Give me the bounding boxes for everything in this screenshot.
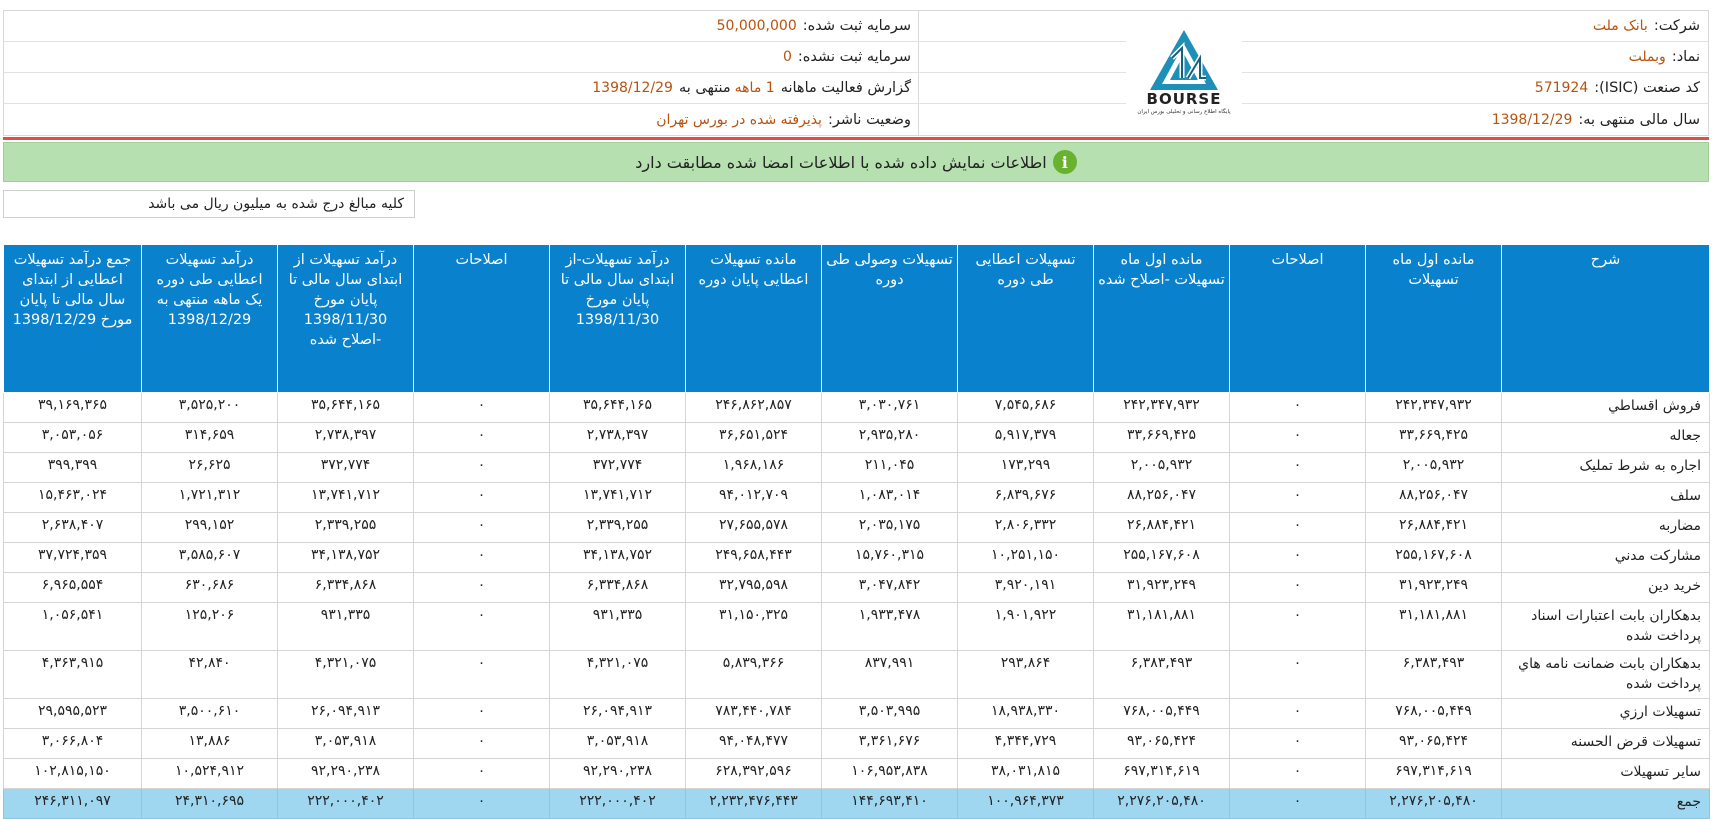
symbol-row bbox=[919, 42, 1708, 73]
table-cell: ۲,۰۰۵,۹۳۲ bbox=[1094, 453, 1230, 483]
table-cell: ۶۳۰,۶۸۶ bbox=[142, 573, 278, 603]
table-cell: ۷۶۸,۰۰۵,۴۴۹ bbox=[1094, 699, 1230, 729]
table-cell: ۳,۰۶۶,۸۰۴ bbox=[4, 729, 142, 759]
table-cell: ۳,۵۲۵,۲۰۰ bbox=[142, 393, 278, 423]
table-cell: ۰ bbox=[1230, 513, 1366, 543]
col-header: مانده اول ماه تسهیلات -اصلاح شده bbox=[1094, 245, 1230, 393]
table-cell: ۳۴,۱۳۸,۷۵۲ bbox=[550, 543, 686, 573]
table-cell: ۲۶,۶۲۵ bbox=[142, 453, 278, 483]
table-cell: ۹۳,۰۶۵,۴۲۴ bbox=[1094, 729, 1230, 759]
report-row bbox=[4, 73, 919, 104]
total-row bbox=[4, 789, 1710, 819]
table-cell: ۲۹۹,۱۵۲ bbox=[142, 513, 278, 543]
table-cell: ۰ bbox=[1230, 573, 1366, 603]
table-cell: ۳۶,۶۵۱,۵۲۴ bbox=[686, 423, 822, 453]
table-row bbox=[4, 453, 1710, 483]
table-cell: ۱,۷۲۱,۳۱۲ bbox=[142, 483, 278, 513]
table-cell: ۲۶,۰۹۴,۹۱۳ bbox=[278, 699, 414, 729]
table-cell: ۱۰۰,۹۶۴,۳۷۳ bbox=[958, 789, 1094, 819]
table-row bbox=[4, 699, 1710, 729]
table-cell: ۲,۰۳۵,۱۷۵ bbox=[822, 513, 958, 543]
row-label: جعاله bbox=[1502, 423, 1710, 453]
table-cell: ۶,۹۶۵,۵۵۴ bbox=[4, 573, 142, 603]
table-cell: ۰ bbox=[1230, 453, 1366, 483]
table-row bbox=[4, 651, 1710, 699]
report-date: 1398/12/29 bbox=[592, 80, 673, 96]
table-cell: ۳,۵۰۰,۶۱۰ bbox=[142, 699, 278, 729]
table-row bbox=[4, 603, 1710, 651]
table-cell: ۲۲۲,۰۰۰,۴۰۲ bbox=[550, 789, 686, 819]
table-cell: ۷۶۸,۰۰۵,۴۴۹ bbox=[1366, 699, 1502, 729]
table-cell: ۶,۳۳۴,۸۶۸ bbox=[278, 573, 414, 603]
logo-subtitle: پایگاه اطلاع رسانی و تحلیلی بورس ایران bbox=[1137, 109, 1231, 115]
report-label-to: منتهی به bbox=[678, 80, 731, 96]
table-cell: ۹۳۱,۳۳۵ bbox=[550, 603, 686, 651]
fiscal-row bbox=[919, 104, 1708, 135]
table-cell: ۳,۰۵۳,۰۵۶ bbox=[4, 423, 142, 453]
company-info-left bbox=[4, 11, 919, 135]
table-cell: ۶,۳۸۳,۴۹۳ bbox=[1366, 651, 1502, 699]
table-cell: ۳۸,۰۳۱,۸۱۵ bbox=[958, 759, 1094, 789]
table-cell: ۰ bbox=[414, 453, 550, 483]
table-cell: ۷,۵۴۵,۶۸۶ bbox=[958, 393, 1094, 423]
table-cell: ۱,۹۳۳,۴۷۸ bbox=[822, 603, 958, 651]
table-cell: ۶,۳۸۳,۴۹۳ bbox=[1094, 651, 1230, 699]
table-cell: ۲,۳۳۹,۲۵۵ bbox=[278, 513, 414, 543]
col-header: تسهیلات اعطایی طی دوره bbox=[958, 245, 1094, 393]
table-cell: ۳,۵۰۳,۹۹۵ bbox=[822, 699, 958, 729]
company-value[interactable]: بانک ملت bbox=[1592, 18, 1648, 34]
table-cell: ۱۰,۵۲۴,۹۱۲ bbox=[142, 759, 278, 789]
table-row bbox=[4, 393, 1710, 423]
table-cell: ۶,۸۳۹,۶۷۶ bbox=[958, 483, 1094, 513]
table-row bbox=[4, 543, 1710, 573]
table-cell: ۱۵,۴۶۳,۰۲۴ bbox=[4, 483, 142, 513]
table-cell: ۲,۷۳۸,۳۹۷ bbox=[278, 423, 414, 453]
table-cell: ۳,۳۶۱,۶۷۶ bbox=[822, 729, 958, 759]
row-label: خريد دين bbox=[1502, 573, 1710, 603]
table-row bbox=[4, 729, 1710, 759]
table-cell: ۸۸,۲۵۶,۰۴۷ bbox=[1366, 483, 1502, 513]
table-cell: ۳۷۲,۷۷۴ bbox=[550, 453, 686, 483]
col-header: جمع درآمد تسهیلات اعطایی از ابتدای سال مالی تا پایان مورخ 1398/12/29 bbox=[4, 245, 142, 393]
table-cell: ۲۶,۸۸۴,۴۲۱ bbox=[1094, 513, 1230, 543]
table-cell: ۰ bbox=[414, 789, 550, 819]
table-cell: ۰ bbox=[1230, 483, 1366, 513]
symbol-label: نماد: bbox=[1671, 49, 1700, 65]
table-cell: ۲۶,۸۸۴,۴۲۱ bbox=[1366, 513, 1502, 543]
table-cell: ۲,۹۳۵,۲۸۰ bbox=[822, 423, 958, 453]
unregistered-capital-value: 0 bbox=[783, 49, 792, 65]
notice-text: اطلاعات نمایش داده شده با اطلاعات امضا شده مطابقت دارد bbox=[635, 152, 1047, 172]
table-cell: ۱۷۳,۲۹۹ bbox=[958, 453, 1094, 483]
table-cell: ۹۲,۲۹۰,۲۳۸ bbox=[550, 759, 686, 789]
table-cell: ۲۴,۳۱۰,۶۹۵ bbox=[142, 789, 278, 819]
table-cell: ۳۴,۱۳۸,۷۵۲ bbox=[278, 543, 414, 573]
table-cell: ۲۵۵,۱۶۷,۶۰۸ bbox=[1366, 543, 1502, 573]
table-cell: ۰ bbox=[1230, 423, 1366, 453]
row-label: مضاربه bbox=[1502, 513, 1710, 543]
fiscal-label: سال مالی منتهی به: bbox=[1578, 111, 1700, 128]
table-cell: ۰ bbox=[1230, 543, 1366, 573]
table-cell: ۳۷۲,۷۷۴ bbox=[278, 453, 414, 483]
company-info-panel bbox=[3, 10, 1709, 136]
facilities-table bbox=[3, 245, 1710, 819]
table-cell: ۲۹۳,۸۶۴ bbox=[958, 651, 1094, 699]
table-cell: ۲,۲۳۲,۴۷۶,۴۴۳ bbox=[686, 789, 822, 819]
table-cell: ۳,۵۸۵,۶۰۷ bbox=[142, 543, 278, 573]
table-cell: ۲۷,۶۵۵,۵۷۸ bbox=[686, 513, 822, 543]
table-cell: ۳۱,۱۵۰,۳۲۵ bbox=[686, 603, 822, 651]
table-cell: ۰ bbox=[1230, 789, 1366, 819]
unregistered-capital-row bbox=[4, 42, 919, 73]
table-cell: ۱۴۴,۶۹۳,۴۱۰ bbox=[822, 789, 958, 819]
row-label: فروش اقساطي bbox=[1502, 393, 1710, 423]
table-cell: ۳۵,۶۴۴,۱۶۵ bbox=[550, 393, 686, 423]
table-cell: ۳۳,۶۶۹,۴۲۵ bbox=[1094, 423, 1230, 453]
table-cell: ۱۳,۸۸۶ bbox=[142, 729, 278, 759]
table-cell: ۴۲,۸۴۰ bbox=[142, 651, 278, 699]
table-cell: ۰ bbox=[1230, 393, 1366, 423]
table-header-row bbox=[4, 245, 1710, 393]
isic-row bbox=[919, 73, 1708, 104]
table-body bbox=[4, 393, 1710, 819]
table-row bbox=[4, 759, 1710, 789]
table-cell: ۱۰۲,۸۱۵,۱۵۰ bbox=[4, 759, 142, 789]
table-cell: ۸۳۷,۹۹۱ bbox=[822, 651, 958, 699]
table-cell: ۱۵,۷۶۰,۳۱۵ bbox=[822, 543, 958, 573]
row-label: تسهيلات قرض الحسنه bbox=[1502, 729, 1710, 759]
table-cell: ۲۵۵,۱۶۷,۶۰۸ bbox=[1094, 543, 1230, 573]
table-cell: ۹۴,۰۱۲,۷۰۹ bbox=[686, 483, 822, 513]
table-cell: ۳,۰۳۰,۷۶۱ bbox=[822, 393, 958, 423]
table-cell: ۲,۸۰۶,۳۳۲ bbox=[958, 513, 1094, 543]
col-header: شرح bbox=[1502, 245, 1710, 393]
table-cell: ۰ bbox=[1230, 651, 1366, 699]
table-cell: ۳۳,۶۶۹,۴۲۵ bbox=[1366, 423, 1502, 453]
table-cell: ۲۴۶,۸۶۲,۸۵۷ bbox=[686, 393, 822, 423]
table-cell: ۰ bbox=[414, 699, 550, 729]
table-cell: ۷۸۳,۴۴۰,۷۸۴ bbox=[686, 699, 822, 729]
table-cell: ۹۳۱,۳۳۵ bbox=[278, 603, 414, 651]
table-cell: ۱۲۵,۲۰۶ bbox=[142, 603, 278, 651]
table-cell: ۲۲۲,۰۰۰,۴۰۲ bbox=[278, 789, 414, 819]
company-row bbox=[919, 11, 1708, 42]
table-cell: ۰ bbox=[414, 759, 550, 789]
table-cell: ۲,۳۳۹,۲۵۵ bbox=[550, 513, 686, 543]
table-cell: ۲,۰۰۵,۹۳۲ bbox=[1366, 453, 1502, 483]
col-header: اصلاحات bbox=[414, 245, 550, 393]
table-cell: ۶۹۷,۳۱۴,۶۱۹ bbox=[1094, 759, 1230, 789]
table-cell: ۱۰,۲۵۱,۱۵۰ bbox=[958, 543, 1094, 573]
table-cell: ۰ bbox=[1230, 729, 1366, 759]
table-cell: ۲۴۹,۶۵۸,۴۴۳ bbox=[686, 543, 822, 573]
table-cell: ۰ bbox=[414, 483, 550, 513]
col-header: تسهیلات وصولی طی دوره bbox=[822, 245, 958, 393]
table-cell: ۲,۷۳۸,۳۹۷ bbox=[550, 423, 686, 453]
symbol-value[interactable]: وبملت bbox=[1628, 49, 1666, 65]
table-cell: ۳,۰۴۷,۸۴۲ bbox=[822, 573, 958, 603]
capital-value: 50,000,000 bbox=[716, 18, 797, 34]
table-cell: ۱۸,۹۳۸,۳۳۰ bbox=[958, 699, 1094, 729]
row-label: تسهيلات ارزي bbox=[1502, 699, 1710, 729]
table-cell: ۲۹,۵۹۵,۵۲۳ bbox=[4, 699, 142, 729]
table-cell: ۳۹۹,۳۹۹ bbox=[4, 453, 142, 483]
table-row bbox=[4, 483, 1710, 513]
table-cell: ۳,۹۲۰,۱۹۱ bbox=[958, 573, 1094, 603]
capital-label: سرمایه ثبت شده: bbox=[802, 18, 911, 34]
table-cell: ۶۲۸,۳۹۲,۵۹۶ bbox=[686, 759, 822, 789]
table-cell: ۰ bbox=[414, 423, 550, 453]
table-cell: ۱۰۶,۹۵۳,۸۳۸ bbox=[822, 759, 958, 789]
row-label: بدهکاران بابت ضمانت نامه هاي پرداخت شده bbox=[1502, 651, 1710, 699]
row-label: مشارکت مدني bbox=[1502, 543, 1710, 573]
col-header: مانده تسهیلات اعطایی پایان دوره bbox=[686, 245, 822, 393]
col-header: اصلاحات bbox=[1230, 245, 1366, 393]
table-cell: ۰ bbox=[414, 651, 550, 699]
company-info-right bbox=[918, 11, 1708, 135]
table-cell: ۳۱,۹۲۳,۲۴۹ bbox=[1094, 573, 1230, 603]
table-cell: ۱۳,۷۴۱,۷۱۲ bbox=[278, 483, 414, 513]
table-cell: ۰ bbox=[1230, 699, 1366, 729]
table-cell: ۰ bbox=[414, 603, 550, 651]
table-cell: ۳۱۴,۶۵۹ bbox=[142, 423, 278, 453]
isic-label: کد صنعت (ISIC): bbox=[1594, 80, 1700, 96]
row-label: سلف bbox=[1502, 483, 1710, 513]
bourse-logo bbox=[1126, 14, 1242, 132]
publisher-row bbox=[4, 104, 919, 135]
report-label: گزارش فعالیت ماهانه bbox=[780, 80, 911, 96]
report-period: 1 ماهه bbox=[734, 80, 775, 96]
table-cell: ۶۹۷,۳۱۴,۶۱۹ bbox=[1366, 759, 1502, 789]
table-cell: ۲۴۲,۳۴۷,۹۳۲ bbox=[1094, 393, 1230, 423]
table-cell: ۲۴۲,۳۴۷,۹۳۲ bbox=[1366, 393, 1502, 423]
table-cell: ۱,۹۰۱,۹۲۲ bbox=[958, 603, 1094, 651]
table-cell: ۳۲,۷۹۵,۵۹۸ bbox=[686, 573, 822, 603]
bourse-logo-icon bbox=[1148, 28, 1220, 92]
isic-value: 571924 bbox=[1534, 80, 1589, 96]
row-label: ساير تسهيلات bbox=[1502, 759, 1710, 789]
table-cell: ۳,۰۵۳,۹۱۸ bbox=[278, 729, 414, 759]
table-row bbox=[4, 573, 1710, 603]
col-header: درآمد تسهیلات از ابتدای سال مالی تا پایان مورخ 1398/11/30 -اصلاح شده bbox=[278, 245, 414, 393]
table-cell: ۴,۳۴۴,۷۲۹ bbox=[958, 729, 1094, 759]
table-cell: ۹۳,۰۶۵,۴۲۴ bbox=[1366, 729, 1502, 759]
table-cell: ۲,۲۷۶,۲۰۵,۴۸۰ bbox=[1094, 789, 1230, 819]
logo-title: BOURSE bbox=[1146, 90, 1222, 108]
publisher-label: وضعیت ناشر: bbox=[827, 111, 911, 128]
col-header: درآمد تسهیلات اعطایی طی دوره یک ماهه منتهی به 1398/12/29 bbox=[142, 245, 278, 393]
table-cell: ۰ bbox=[414, 729, 550, 759]
table-cell: ۱۳,۷۴۱,۷۱۲ bbox=[550, 483, 686, 513]
company-label: شرکت: bbox=[1653, 18, 1700, 34]
col-header: درآمد تسهیلات-از ابتدای سال مالی تا پایان مورخ 1398/11/30 bbox=[550, 245, 686, 393]
table-cell: ۲,۶۳۸,۴۰۷ bbox=[4, 513, 142, 543]
col-header: مانده اول ماه تسهیلات bbox=[1366, 245, 1502, 393]
table-cell: ۴,۳۶۳,۹۱۵ bbox=[4, 651, 142, 699]
table-cell: ۰ bbox=[1230, 603, 1366, 651]
table-cell: ۹۲,۲۹۰,۲۳۸ bbox=[278, 759, 414, 789]
table-cell: ۶,۳۳۴,۸۶۸ bbox=[550, 573, 686, 603]
publisher-value: پذیرفته شده در بورس تهران bbox=[656, 111, 822, 128]
table-cell: ۵,۸۳۹,۳۶۶ bbox=[686, 651, 822, 699]
row-label: جمع bbox=[1502, 789, 1710, 819]
table-cell: ۹۴,۰۴۸,۴۷۷ bbox=[686, 729, 822, 759]
row-label: بدهکاران بابت اعتبارات اسناد پرداخت شده bbox=[1502, 603, 1710, 651]
table-cell: ۳,۰۵۳,۹۱۸ bbox=[550, 729, 686, 759]
table-cell: ۰ bbox=[414, 513, 550, 543]
fiscal-value: 1398/12/29 bbox=[1491, 111, 1573, 128]
table-cell: ۲۴۶,۳۱۱,۰۹۷ bbox=[4, 789, 142, 819]
table-cell: ۲۱۱,۰۴۵ bbox=[822, 453, 958, 483]
table-cell: ۳۹,۱۶۹,۳۶۵ bbox=[4, 393, 142, 423]
table-cell: ۱,۰۸۳,۰۱۴ bbox=[822, 483, 958, 513]
row-label: اجاره به شرط تمليک bbox=[1502, 453, 1710, 483]
table-row bbox=[4, 513, 1710, 543]
table-cell: ۰ bbox=[414, 573, 550, 603]
table-cell: ۳۵,۶۴۴,۱۶۵ bbox=[278, 393, 414, 423]
table-cell: ۰ bbox=[414, 543, 550, 573]
table-cell: ۵,۹۱۷,۳۷۹ bbox=[958, 423, 1094, 453]
verification-notice bbox=[3, 142, 1709, 182]
table-cell: ۱,۰۵۶,۵۴۱ bbox=[4, 603, 142, 651]
table-cell: ۱,۹۶۸,۱۸۶ bbox=[686, 453, 822, 483]
table-cell: ۴,۳۲۱,۰۷۵ bbox=[550, 651, 686, 699]
unit-note: کلیه مبالغ درج شده به میلیون ریال می باشد bbox=[3, 190, 415, 218]
table-cell: ۴,۳۲۱,۰۷۵ bbox=[278, 651, 414, 699]
capital-row bbox=[4, 11, 919, 42]
unregistered-capital-label: سرمایه ثبت نشده: bbox=[797, 49, 911, 65]
table-cell: ۳۱,۹۲۳,۲۴۹ bbox=[1366, 573, 1502, 603]
table-cell: ۲,۲۷۶,۲۰۵,۴۸۰ bbox=[1366, 789, 1502, 819]
table-cell: ۸۸,۲۵۶,۰۴۷ bbox=[1094, 483, 1230, 513]
table-cell: ۰ bbox=[414, 393, 550, 423]
info-icon: i bbox=[1053, 150, 1077, 174]
table-row bbox=[4, 423, 1710, 453]
table-cell: ۲۶,۰۹۴,۹۱۳ bbox=[550, 699, 686, 729]
table-cell: ۰ bbox=[1230, 759, 1366, 789]
table-cell: ۳۷,۷۲۴,۳۵۹ bbox=[4, 543, 142, 573]
table-cell: ۳۱,۱۸۱,۸۸۱ bbox=[1094, 603, 1230, 651]
table-cell: ۳۱,۱۸۱,۸۸۱ bbox=[1366, 603, 1502, 651]
separator-line bbox=[3, 137, 1709, 140]
